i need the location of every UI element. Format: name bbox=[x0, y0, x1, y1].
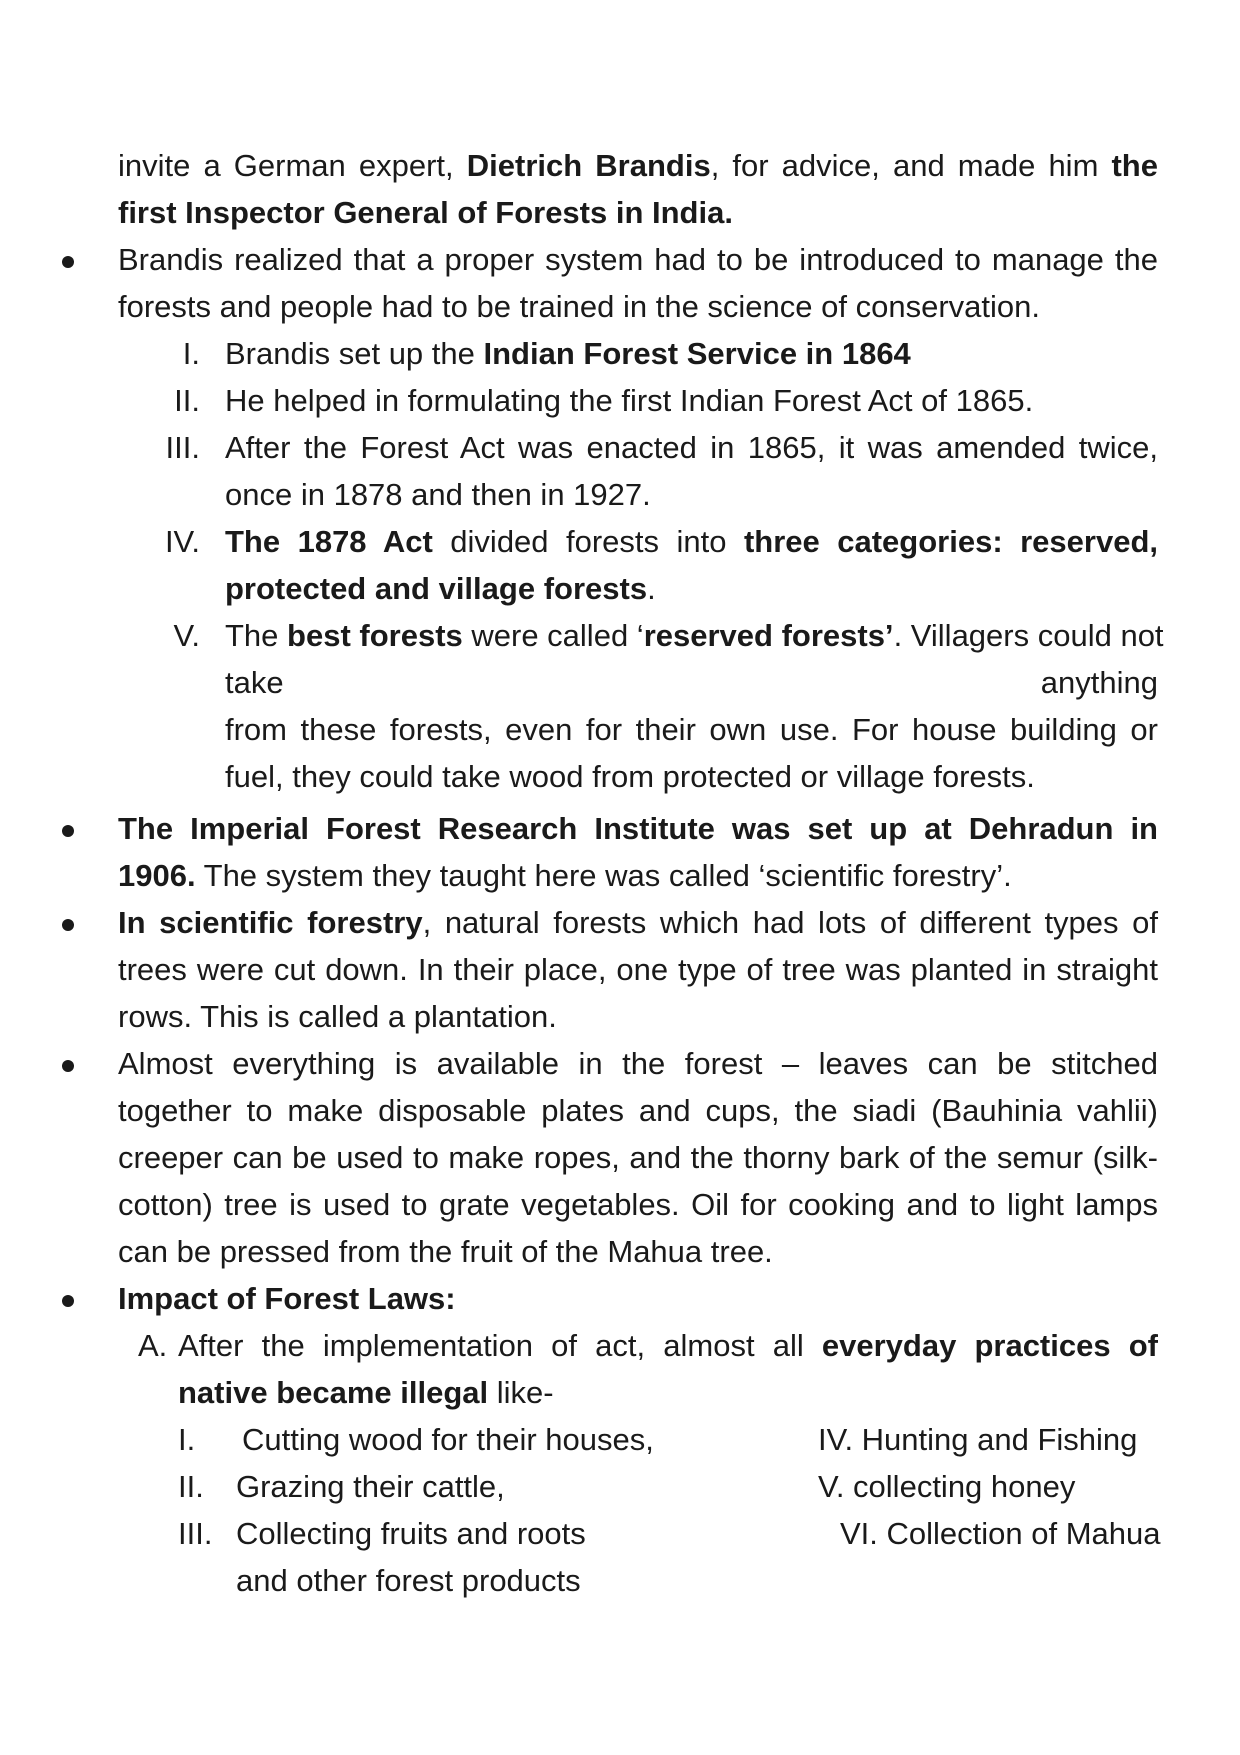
bullet3-text: , natural forests which had lots of different types of trees were cut down. In their place, one type of tree was planted in straight rows. This is called a plantation. bbox=[118, 905, 1158, 1034]
intro-paragraph bbox=[118, 142, 1158, 236]
sub-item-a-text-1: After the implementation of act, almost all bbox=[178, 1328, 822, 1363]
bullet3-paragraph bbox=[118, 899, 1158, 1040]
bullet1-paragraph: Brandis realized that a proper system had to be introduced to manage the forests and people had to be trained in the science of conservation. bbox=[118, 242, 1158, 324]
intro-bold-2: the first Inspector General of Forests in India. bbox=[118, 148, 1158, 230]
bullet2-text: The system they taught here was called ‘scientific forestry’. bbox=[195, 858, 1012, 893]
roman-number: IV. bbox=[164, 524, 200, 559]
bullet-dot bbox=[62, 825, 74, 837]
roman-item-5-bold-2: reserved forests’ bbox=[643, 618, 894, 653]
roman-item-4 bbox=[225, 518, 1158, 612]
roman-number: I. bbox=[182, 336, 200, 371]
roman-item-5-text-3: . Villagers could not bbox=[893, 618, 1164, 653]
list-item: IV. Hunting and Fishing bbox=[818, 1422, 1138, 1457]
bullet4-paragraph: Almost everything is available in the forest – leaves can be stitched together to make disposable plates and cups, the siadi (Bauhinia vahlii) creeper can be used to make ropes, and the thorny bark of the semur (silk-cotton) tree is used to grate vegetables. Oil for cooking and to light lamps can be pressed from the fruit of the Mahua tree. bbox=[118, 1046, 1158, 1269]
bullet2-paragraph bbox=[118, 805, 1158, 899]
list-number: III. bbox=[178, 1516, 213, 1551]
bullet-dot bbox=[62, 1060, 74, 1072]
bullet-dot bbox=[62, 256, 74, 268]
roman-item-5 bbox=[225, 612, 1164, 800]
roman-item-5-text-1: The bbox=[225, 618, 288, 653]
roman-item-1-text: Brandis set up the bbox=[225, 336, 484, 371]
roman-item-4-text-2: . bbox=[647, 571, 656, 606]
sub-label: A. bbox=[138, 1328, 168, 1363]
roman-item-5-text-2: were called ‘ bbox=[462, 618, 644, 653]
list-item-line-1: Collecting fruits and roots bbox=[236, 1516, 586, 1551]
roman-item-4-bold-1: The 1878 Act bbox=[225, 524, 433, 559]
roman-item-5-line-2 bbox=[225, 659, 1158, 706]
list-item bbox=[236, 1510, 586, 1604]
roman-item-2: He helped in formulating the first Indian Forest Act of 1865. bbox=[225, 383, 1034, 418]
list-item: Grazing their cattle, bbox=[236, 1469, 505, 1504]
roman-item-1 bbox=[225, 330, 1158, 377]
list-item: V. collecting honey bbox=[818, 1469, 1076, 1504]
bullet-dot bbox=[62, 919, 74, 931]
sub-item-a-text-2: like- bbox=[488, 1375, 554, 1410]
roman-item-4-text-1: divided forests into bbox=[432, 524, 744, 559]
bullet2-bold: The Imperial Forest Research Institute was set up at Dehradun in 1906. bbox=[118, 811, 1158, 893]
roman-number: III. bbox=[165, 430, 200, 465]
roman-item-5-take: take bbox=[225, 665, 284, 700]
bullet5-heading bbox=[118, 1275, 1158, 1322]
roman-item-3: After the Forest Act was enacted in 1865, it was amended twice, once in 1878 and then in 1927. bbox=[225, 430, 1158, 512]
list-number: I. bbox=[178, 1422, 196, 1457]
list-item: Cutting wood for their houses, bbox=[242, 1422, 654, 1457]
intro-text-1: invite a German expert, bbox=[118, 148, 467, 183]
intro-bold-1: Dietrich Brandis bbox=[466, 148, 711, 183]
bullet-dot bbox=[62, 1295, 74, 1307]
roman-item-5-line-1 bbox=[225, 612, 1164, 659]
list-item-line-2: and other forest products bbox=[236, 1563, 581, 1598]
roman-number: V. bbox=[173, 618, 200, 653]
list-item: VI. Collection of Mahua bbox=[840, 1516, 1161, 1551]
roman-item-5-rest: from these forests, even for their own use. For house building or fuel, they could take wood from protected or village forests. bbox=[225, 712, 1158, 794]
sub-item-a bbox=[178, 1322, 1158, 1416]
roman-item-5-anything: anything bbox=[1040, 665, 1158, 700]
roman-item-4-bold-2: three categories: reserved, protected and village forests bbox=[225, 524, 1158, 606]
roman-item-5-bold-1: best forests bbox=[287, 618, 463, 653]
impact-heading: Impact of Forest Laws: bbox=[118, 1281, 456, 1316]
roman-number: II. bbox=[174, 383, 200, 418]
intro-text-2: , for advice, and made him bbox=[710, 148, 1112, 183]
bullet3-bold: In scientific forestry bbox=[118, 905, 423, 940]
roman-item-1-bold: Indian Forest Service in 1864 bbox=[483, 336, 911, 371]
sub-item-a-bold: everyday practices of native became illegal bbox=[178, 1328, 1158, 1410]
list-number: II. bbox=[178, 1469, 204, 1504]
